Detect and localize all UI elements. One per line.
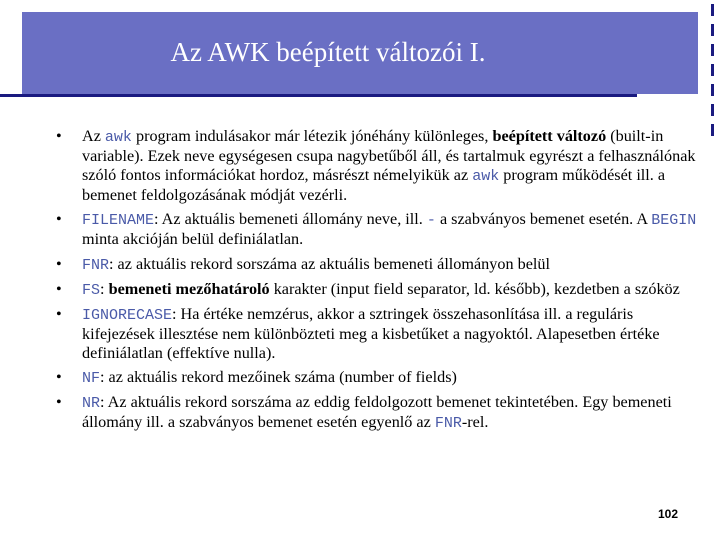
- bullet-icon: •: [56, 393, 62, 412]
- bullet-item-filename: • FILENAME: Az aktuális bemeneti állomány neve, ill. - a szabványos bemenet esetén. A BEGIN minta akcióján belül definiálatlan.: [56, 210, 697, 249]
- bullet-icon: •: [56, 279, 62, 298]
- bullet-icon: •: [56, 368, 62, 387]
- bullet-item-nf: • NF: az aktuális rekord mezőinek száma (number of fields): [56, 368, 457, 388]
- bullet-item-fs: • FS: bemeneti mezőhatároló karakter (input field separator, ld. később), kezdetben a szóköz: [56, 279, 680, 299]
- code-filename: FILENAME: [82, 212, 155, 230]
- code-begin: BEGIN: [651, 212, 697, 230]
- bullet-icon: •: [56, 254, 62, 273]
- code-fnr: FNR: [82, 256, 110, 274]
- bullet-item-ignorecase: • IGNORECASE: Ha értéke nemzérus, akkor a sztringek összehasonlítása ill. a reguláris kifejezések illesztése nem különbözteti meg a kisbetűket a nagyoktól. Alapesetben értéke definiálatlan (effektíve nulla).: [56, 304, 660, 362]
- term-field-separator: bemeneti mezőhatároló: [108, 279, 270, 298]
- code-ignorecase: IGNORECASE: [82, 306, 173, 324]
- bullet-item-nr: • NR: Az aktuális rekord sorszáma az eddig feldolgozott bemenet tekintetében. Egy bemeneti állomány ill. a szabványos bemenet esetén egyenlő az FNR-rel.: [56, 393, 672, 433]
- code-nr: NR: [82, 395, 101, 413]
- bullet-icon: •: [56, 210, 62, 229]
- term-builtin-variable: beépített változó: [492, 127, 607, 145]
- bullet-item-fnr: • FNR: az aktuális rekord sorszáma az aktuális bemeneti állományon belül: [56, 254, 550, 274]
- code-awk: awk: [472, 168, 500, 186]
- code-dash: -: [426, 212, 436, 230]
- bullet-item-awk-intro: • Az awk program indulásakor már létezik jónéhány különleges, beépített változó (built-in variable). Ezek neve egységesen csupa nagybetűből áll, és tartalmuk egyrészt a felhasználónak szóló fontos információkat hordoz, másrészt némelyikük az awk program működését ill. a bemenet feldolgozásának módját vezérli.: [56, 127, 696, 205]
- code-nf: NF: [82, 370, 101, 388]
- bullet-list: [56, 127, 706, 438]
- code-awk: awk: [104, 129, 132, 146]
- bullet-icon: •: [56, 304, 62, 323]
- page-number: 102: [657, 507, 678, 521]
- bullet-icon: •: [56, 127, 62, 145]
- code-fnr: FNR: [434, 415, 462, 433]
- slide-title: Az AWK beépített változói I.: [170, 37, 486, 67]
- title-underline: [0, 94, 637, 97]
- code-fs: FS: [82, 281, 101, 299]
